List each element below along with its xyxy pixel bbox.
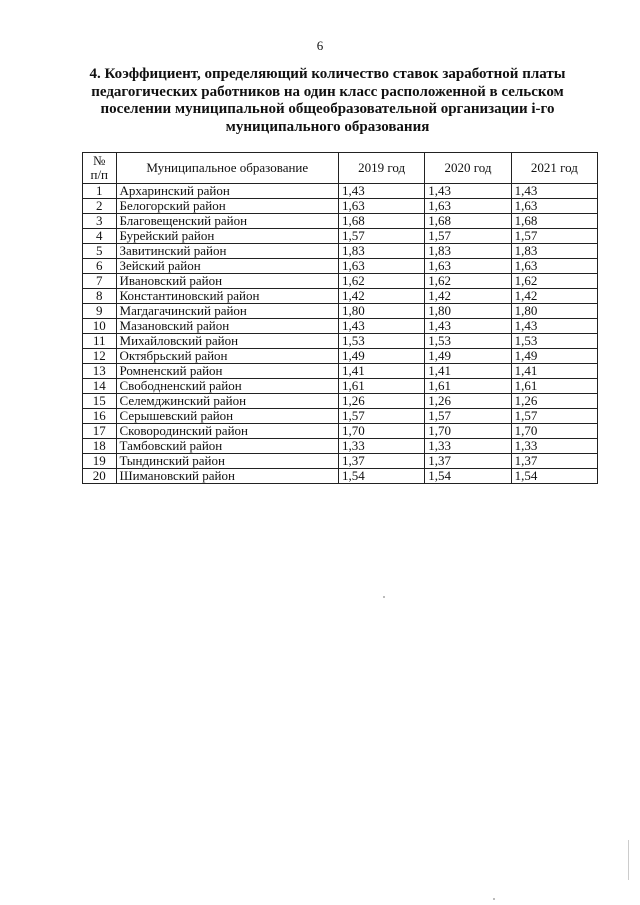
value-2021: 1,68 — [511, 214, 597, 229]
value-2020: 1,43 — [425, 319, 511, 334]
value-2020: 1,70 — [425, 424, 511, 439]
row-number: 13 — [83, 364, 117, 379]
value-2019: 1,57 — [338, 409, 424, 424]
table-row — [83, 184, 598, 199]
heading-line: поселении муниципальной общеобразовательной организации i-го — [100, 101, 555, 117]
table-row — [83, 469, 598, 484]
municipality-name: Ромненский район — [116, 364, 338, 379]
header-2019: 2019 год — [338, 153, 424, 184]
value-2021: 1,42 — [511, 289, 597, 304]
value-2020: 1,43 — [425, 184, 511, 199]
table-row — [83, 394, 598, 409]
row-number: 12 — [83, 349, 117, 364]
table-row — [83, 199, 598, 214]
coefficient-table — [82, 152, 598, 484]
municipality-name: Белогорский район — [116, 199, 338, 214]
municipality-name: Тамбовский район — [116, 439, 338, 454]
value-2019: 1,63 — [338, 259, 424, 274]
value-2020: 1,37 — [425, 454, 511, 469]
row-number: 11 — [83, 334, 117, 349]
municipality-name: Бурейский район — [116, 229, 338, 244]
value-2019: 1,53 — [338, 334, 424, 349]
header-number — [83, 153, 117, 184]
table-row — [83, 274, 598, 289]
municipality-name: Архаринский район — [116, 184, 338, 199]
row-number: 9 — [83, 304, 117, 319]
value-2019: 1,61 — [338, 379, 424, 394]
value-2021: 1,83 — [511, 244, 597, 259]
header-2020: 2020 год — [425, 153, 511, 184]
table-body — [83, 184, 598, 484]
row-number: 6 — [83, 259, 117, 274]
municipality-name: Сковородинский район — [116, 424, 338, 439]
municipality-name: Завитинский район — [116, 244, 338, 259]
value-2021: 1,54 — [511, 469, 597, 484]
table-row — [83, 229, 598, 244]
value-2019: 1,63 — [338, 199, 424, 214]
value-2021: 1,63 — [511, 199, 597, 214]
value-2021: 1,43 — [511, 319, 597, 334]
table-row — [83, 214, 598, 229]
value-2020: 1,42 — [425, 289, 511, 304]
table-row — [83, 364, 598, 379]
table-row — [83, 334, 598, 349]
heading-line: педагогических работников на один класс расположенной в сельском — [91, 83, 564, 100]
table-row — [83, 454, 598, 469]
value-2020: 1,80 — [425, 304, 511, 319]
table-header-row — [83, 153, 598, 184]
heading-line: муниципального образования — [225, 118, 430, 135]
row-number: 16 — [83, 409, 117, 424]
row-number: 10 — [83, 319, 117, 334]
value-2020: 1,57 — [425, 409, 511, 424]
value-2019: 1,62 — [338, 274, 424, 289]
municipality-name: Октябрьский район — [116, 349, 338, 364]
municipality-name: Свободненский район — [116, 379, 338, 394]
value-2019: 1,68 — [338, 214, 424, 229]
municipality-name: Михайловский район — [116, 334, 338, 349]
municipality-name: Шимановский район — [116, 469, 338, 484]
value-2020: 1,41 — [425, 364, 511, 379]
value-2019: 1,33 — [338, 439, 424, 454]
table-row — [83, 439, 598, 454]
row-number: 15 — [83, 394, 117, 409]
value-2019: 1,26 — [338, 394, 424, 409]
value-2020: 1,68 — [425, 214, 511, 229]
value-2021: 1,57 — [511, 409, 597, 424]
value-2019: 1,37 — [338, 454, 424, 469]
value-2021: 1,61 — [511, 379, 597, 394]
value-2021: 1,37 — [511, 454, 597, 469]
table-row — [83, 304, 598, 319]
value-2020: 1,83 — [425, 244, 511, 259]
scan-speck — [493, 898, 495, 900]
value-2020: 1,63 — [425, 199, 511, 214]
row-number: 1 — [83, 184, 117, 199]
table-row — [83, 319, 598, 334]
row-number: 7 — [83, 274, 117, 289]
table-row — [83, 289, 598, 304]
value-2021: 1,41 — [511, 364, 597, 379]
municipality-name: Тындинский район — [116, 454, 338, 469]
value-2020: 1,33 — [425, 439, 511, 454]
row-number: 3 — [83, 214, 117, 229]
value-2020: 1,62 — [425, 274, 511, 289]
value-2020: 1,54 — [425, 469, 511, 484]
municipality-name: Благовещенский район — [116, 214, 338, 229]
value-2019: 1,83 — [338, 244, 424, 259]
row-number: 18 — [83, 439, 117, 454]
value-2020: 1,49 — [425, 349, 511, 364]
table-row — [83, 409, 598, 424]
value-2021: 1,62 — [511, 274, 597, 289]
header-municipality: Муниципальное образование — [116, 153, 338, 184]
row-number: 4 — [83, 229, 117, 244]
table-row — [83, 379, 598, 394]
value-2021: 1,26 — [511, 394, 597, 409]
value-2019: 1,57 — [338, 229, 424, 244]
value-2021: 1,33 — [511, 439, 597, 454]
row-number: 8 — [83, 289, 117, 304]
table-row — [83, 244, 598, 259]
value-2019: 1,43 — [338, 184, 424, 199]
municipality-name: Зейский район — [116, 259, 338, 274]
scan-edge-mark — [628, 840, 629, 880]
value-2021: 1,63 — [511, 259, 597, 274]
value-2020: 1,26 — [425, 394, 511, 409]
row-number: 17 — [83, 424, 117, 439]
value-2021: 1,49 — [511, 349, 597, 364]
value-2021: 1,53 — [511, 334, 597, 349]
table-row — [83, 259, 598, 274]
value-2021: 1,70 — [511, 424, 597, 439]
table-row — [83, 349, 598, 364]
municipality-name: Константиновский район — [116, 289, 338, 304]
header-number-symbol: № — [93, 153, 106, 168]
value-2021: 1,57 — [511, 229, 597, 244]
row-number: 19 — [83, 454, 117, 469]
value-2021: 1,43 — [511, 184, 597, 199]
municipality-name: Ивановский район — [116, 274, 338, 289]
value-2019: 1,80 — [338, 304, 424, 319]
scan-speck — [383, 596, 385, 598]
municipality-name: Селемджинский район — [116, 394, 338, 409]
value-2020: 1,57 — [425, 229, 511, 244]
heading-line: 4. Коэффициент, определяющий количество ставок заработной платы — [89, 66, 566, 82]
value-2021: 1,80 — [511, 304, 597, 319]
page-number: 6 — [316, 38, 324, 53]
value-2019: 1,42 — [338, 289, 424, 304]
value-2019: 1,49 — [338, 349, 424, 364]
value-2019: 1,41 — [338, 364, 424, 379]
municipality-name: Магдагачинский район — [116, 304, 338, 319]
value-2020: 1,63 — [425, 259, 511, 274]
value-2019: 1,70 — [338, 424, 424, 439]
value-2020: 1,53 — [425, 334, 511, 349]
table-row — [83, 424, 598, 439]
value-2019: 1,43 — [338, 319, 424, 334]
row-number: 5 — [83, 244, 117, 259]
header-number-abbrev: п/п — [90, 167, 109, 182]
municipality-name: Мазановский район — [116, 319, 338, 334]
header-2021: 2021 год — [511, 153, 597, 184]
value-2019: 1,54 — [338, 469, 424, 484]
section-heading — [70, 66, 585, 136]
municipality-name: Серышевский район — [116, 409, 338, 424]
row-number: 2 — [83, 199, 117, 214]
row-number: 14 — [83, 379, 117, 394]
value-2020: 1,61 — [425, 379, 511, 394]
row-number: 20 — [83, 469, 117, 484]
